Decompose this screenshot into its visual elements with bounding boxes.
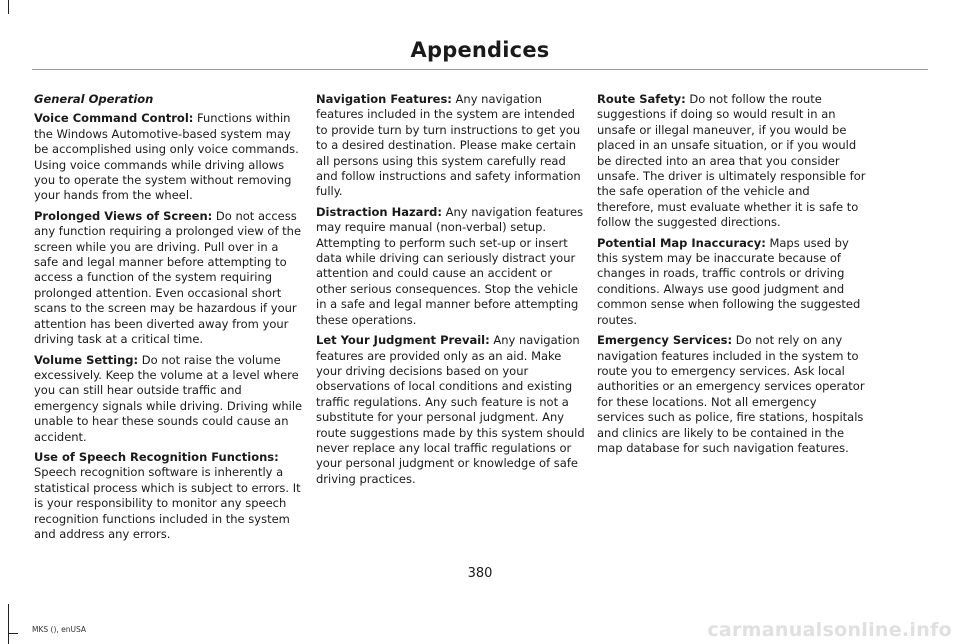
paragraph: [316, 205, 586, 328]
term-label: Route Safety:: [597, 92, 686, 106]
term-label: Voice Command Control:: [34, 111, 194, 126]
paragraph: [34, 209, 304, 348]
paragraph-text: Do not raise the volume excessively. Keep the volume at a level where you can still hear outside traffic and emergency signals while driving. Driving while unable to hear these sounds could cause an accident.: [34, 352, 303, 444]
column-right: [597, 92, 867, 461]
header-divider: [32, 69, 928, 70]
crop-mark-top: [8, 0, 9, 14]
crop-mark-bottom: [8, 633, 18, 634]
document-code: MKS (), enUSA: [32, 625, 87, 634]
paragraph: [597, 333, 867, 456]
paragraph: [316, 333, 586, 487]
term-label: Distraction Hazard:: [316, 204, 442, 219]
paragraph-text: Functions within the Windows Automotive-based system may be accomplished using only voice commands. Using voice commands while driving allows you to operate the system without removing your hands from the wheel.: [34, 111, 299, 203]
term-label: Use of Speech Recognition Functions:: [34, 449, 279, 464]
page-title: Appendices: [410, 38, 550, 62]
term-label: Prolonged Views of Screen:: [34, 208, 213, 223]
crop-mark-left: [8, 604, 9, 644]
paragraph-text: Do not rely on any navigation features included in the system to route you to emergency services. Ask local authorities or an emergency services operator for these locations. Not all emergency services such as police, fire stations, hospitals and clinics are likely to be contained in the map database for such navigation features.: [597, 333, 865, 455]
term-label: Volume Setting:: [34, 352, 139, 367]
paragraph: [316, 92, 586, 200]
paragraph: [597, 236, 867, 328]
paragraph-text: Do not access any function requiring a prolonged view of the screen while you are driving. Pull over in a safe and legal manner before attempting to access a function of the system requiring prolonged attention. Even occasional short scans to the screen may be hazardous if your attention has been diverted away from your driving task at a critical time.: [34, 208, 302, 347]
watermark: carmanualsonline.info: [707, 619, 952, 641]
paragraph: [34, 353, 304, 445]
paragraph-text: Any navigation features included in the system are intended to provide turn by turn instructions to get you to a desired destination. Please make certain all persons using this system carefully read and follow instructions and safety information fully.: [316, 92, 581, 199]
term-label: Navigation Features:: [316, 92, 452, 106]
paragraph: [34, 111, 304, 203]
paragraph: [597, 92, 867, 231]
term-label: Let Your Judgment Prevail:: [316, 333, 490, 348]
paragraph-text: Do not follow the route suggestions if doing so would result in an unsafe or illegal maneuver, if you would be placed in an unsafe situation, or if you would be directed into an area that you consider unsafe. The driver is ultimately responsible for the safe operation of the vehicle and therefore, must evaluate whether it is safe to follow the suggested directions.: [597, 92, 866, 230]
column-left: [34, 92, 304, 547]
term-label: Potential Map Inaccuracy:: [597, 235, 766, 250]
column-middle: [316, 92, 586, 492]
term-label: Emergency Services:: [597, 333, 733, 348]
paragraph-text: Speech recognition software is inherently a statistical process which is subject to errors. It is your responsibility to monitor any speech recognition functions included in the system and address any errors.: [34, 465, 301, 541]
section-heading: General Operation: [34, 92, 154, 106]
paragraph: [34, 450, 304, 542]
page-number: 380: [467, 566, 493, 581]
paragraph-text: Any navigation features are provided only as an aid. Make your driving decisions based on your observations of local conditions and existing traffic regulations. Any such feature is not a substitute for your personal judgment. Any route suggestions made by this system should never replace any local traffic regulations or your personal judgment or knowledge of safe driving practices.: [316, 333, 585, 486]
paragraph-text: Maps used by this system may be inaccurate because of changes in roads, traffic controls or driving conditions. Always use good judgment and common sense when following the suggested routes.: [597, 235, 861, 327]
paragraph-text: Any navigation features may require manual (non-verbal) setup. Attempting to perform such set-up or insert data while driving can seriously distract your attention and could cause an accident or other serious consequences. Stop the vehicle in a safe and legal manner before attempting these operations.: [316, 204, 584, 327]
